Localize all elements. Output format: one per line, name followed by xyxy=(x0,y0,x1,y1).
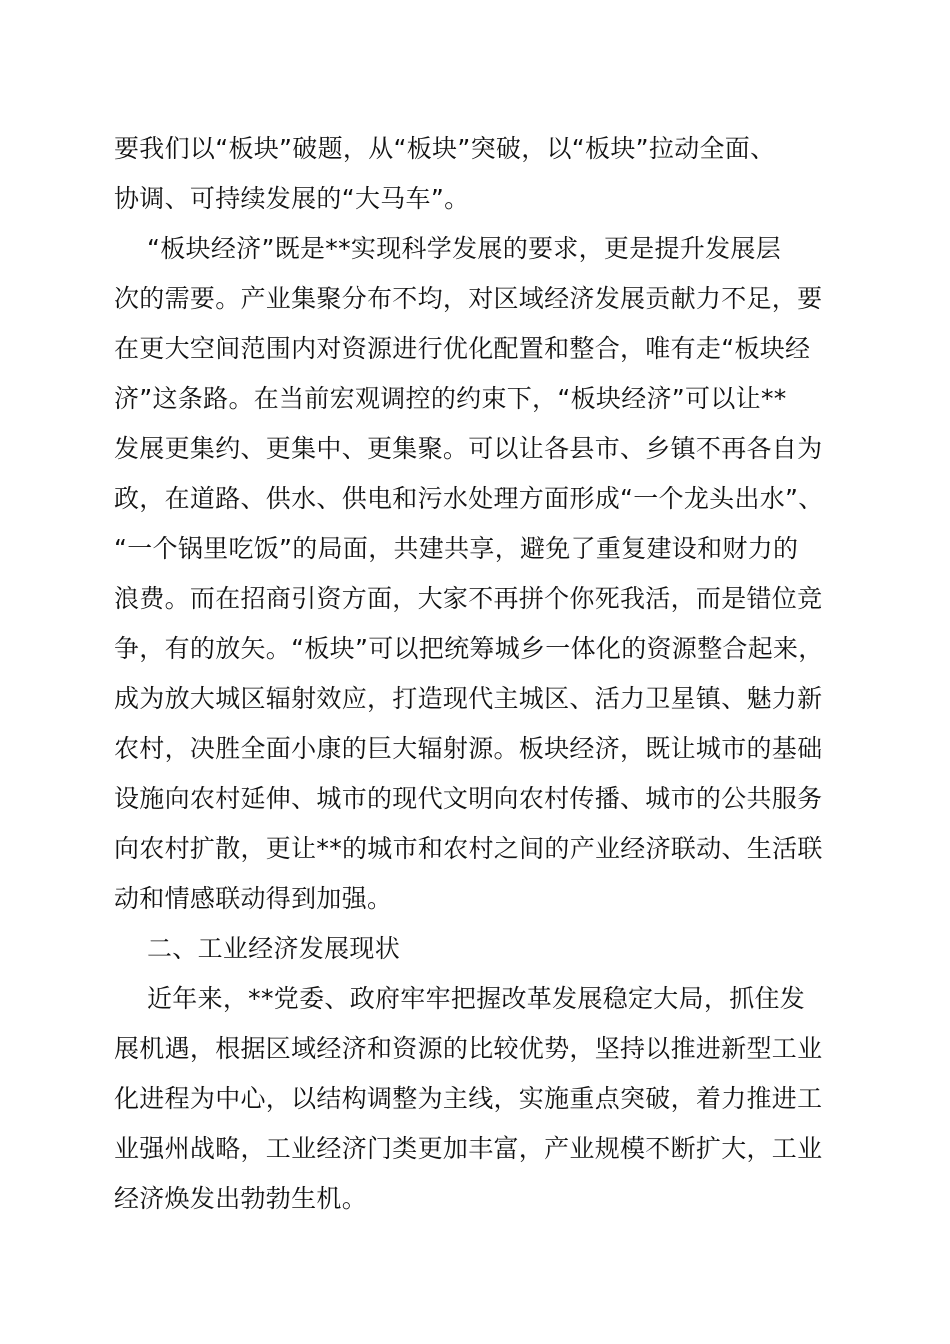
text-line: 展机遇，根据区域经济和资源的比较优势，坚持以推进新型工业 xyxy=(114,1034,823,1063)
text-line: 协调、可持续发展的“大马车”。 xyxy=(114,184,470,213)
text-line: 在更大空间范围内对资源进行优化配置和整合，唯有走“板块经 xyxy=(114,334,811,363)
text-line: 次的需要。产业集聚分布不均，对区域经济发展贡献力不足，要 xyxy=(114,284,823,313)
text-line: 成为放大城区辐射效应，打造现代主城区、活力卫星镇、魅力新 xyxy=(114,684,823,713)
text-line: 浪费。而在招商引资方面，大家不再拼个你死我活，而是错位竞 xyxy=(114,584,823,613)
text-line: 济”这条路。在当前宏观调控的约束下，“板块经济”可以让** xyxy=(114,384,787,413)
text-line: 发展更集约、更集中、更集聚。可以让各县市、乡镇不再各自为 xyxy=(114,434,823,463)
text-line: 向农村扩散，更让**的城市和农村之间的产业经济联动、生活联 xyxy=(114,834,823,863)
text-line: “一个锅里吃饭”的局面，共建共享，避免了重复建设和财力的 xyxy=(114,534,799,563)
text-line: 政，在道路、供水、供电和污水处理方面形成“一个龙头出水”、 xyxy=(114,484,824,513)
text-line: 争，有的放矢。“板块”可以把统筹城乡一体化的资源整合起来， xyxy=(114,634,824,663)
text-line: 农村，决胜全面小康的巨大辐射源。板块经济，既让城市的基础 xyxy=(114,734,823,763)
text-line: 设施向农村延伸、城市的现代文明向农村传播、城市的公共服务 xyxy=(114,784,823,813)
text-line: 业强州战略，工业经济门类更加丰富，产业规模不断扩大，工业 xyxy=(114,1134,823,1163)
text-line: 动和情感联动得到加强。 xyxy=(114,884,393,913)
text-line: “板块经济”既是**实现科学发展的要求，更是提升发展层 xyxy=(114,234,781,263)
text-line: 要我们以“板块”破题，从“板块”突破，以“板块”拉动全面、 xyxy=(114,134,776,163)
text-line: 化进程为中心，以结构调整为主线，实施重点突破，着力推进工 xyxy=(114,1084,823,1113)
section-heading: 二、工业经济发展现状 xyxy=(114,934,400,963)
document-body xyxy=(114,124,844,1224)
text-line: 近年来，**党委、政府牢牢把握改革发展稳定大局，抓住发 xyxy=(114,984,806,1013)
text-line: 经济焕发出勃勃生机。 xyxy=(114,1184,368,1213)
